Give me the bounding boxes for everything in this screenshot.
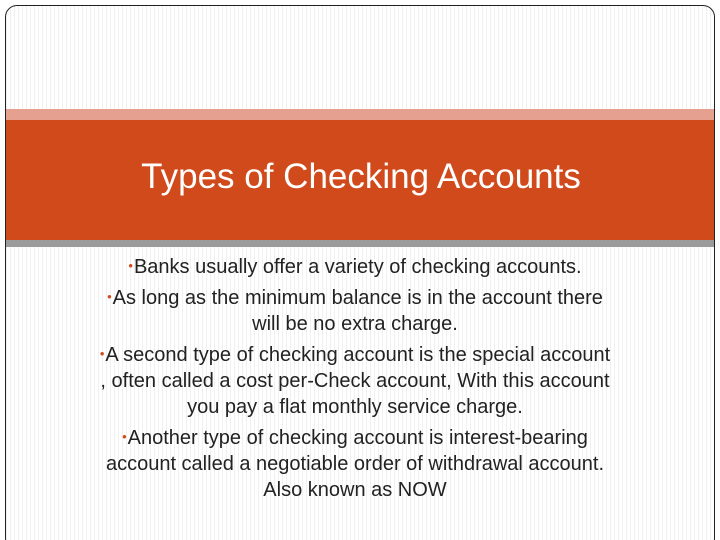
bullet-text: Another type of checking account is interest-bearing account called a negotiable order of withdrawal account. Also known as NOW	[105, 427, 605, 501]
title-band-top-stripe	[6, 109, 715, 120]
title-band	[6, 120, 715, 240]
bullet-icon: •	[99, 346, 105, 361]
bullet-text: As long as the minimum balance is in the account there will be no extra charge.	[112, 287, 603, 335]
bullet-text: Banks usually offer a variety of checking accounts.	[133, 256, 582, 278]
bullet-item	[95, 341, 615, 420]
title-band-bottom-stripe	[6, 240, 715, 247]
bullet-item	[95, 424, 615, 503]
bullet-icon: •	[122, 429, 127, 444]
bullet-list	[95, 253, 615, 507]
slide-title: Types of Checking Accounts	[141, 157, 581, 196]
bullet-item	[95, 253, 615, 280]
bullet-text: A second type of checking account is the special account , often called a cost per-Check account, With this account you pay a flat monthly service charge.	[100, 344, 611, 418]
bullet-item	[95, 284, 615, 337]
bullet-icon: •	[128, 258, 133, 273]
bullet-icon: •	[107, 289, 112, 304]
